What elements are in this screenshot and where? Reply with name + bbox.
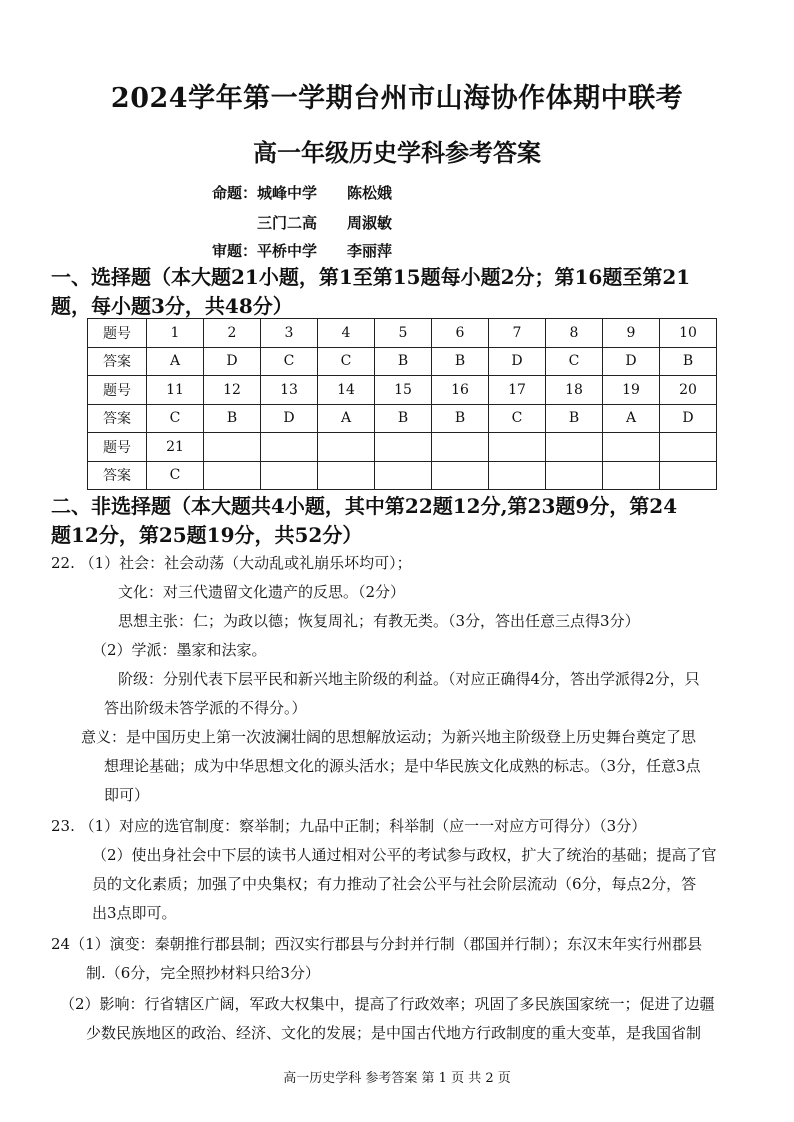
answer-line: 阶级：分别代表下层平民和新兴地主阶级的利益。（对应正确得4分，答出学派得2分，只 <box>118 670 700 688</box>
author-school: 城峰中学 <box>257 184 318 202</box>
table-cell <box>432 461 489 490</box>
table-cell: A <box>603 404 660 433</box>
table-cell: C <box>147 461 204 490</box>
author-school: 三门二高 <box>257 214 318 232</box>
table-cell: 10 <box>660 319 717 348</box>
answer-line: （2）影响：行省辖区广阔，军政大权集中，提高了行政效率；巩固了多民族国家统一；促进了边疆 <box>60 995 715 1013</box>
table-cell: 14 <box>318 376 375 405</box>
answer-line: （2）使出身社会中下层的读书人通过相对公平的考试参与政权，扩大了统治的基础；提高了官 <box>92 846 717 864</box>
table-cell: B <box>432 347 489 376</box>
table-cell <box>204 461 261 490</box>
table-cell: 6 <box>432 319 489 348</box>
table-cell <box>660 433 717 462</box>
page-title: 2024学年第一学期台州市山海协作体期中联考 <box>110 83 684 114</box>
section-heading-line: 二、非选择题（本大题共4小题，其中第22题12分,第23题9分，第24 <box>51 494 678 518</box>
answer-line: 想理论基础；成为中华思想文化的源头活水；是中华民族文化成熟的标志。（3分，任意3点 <box>104 757 701 775</box>
table-cell <box>660 461 717 490</box>
table-cell: B <box>204 404 261 433</box>
table-cell: D <box>261 404 318 433</box>
table-cell: 2 <box>204 319 261 348</box>
table-cell: D <box>489 347 546 376</box>
table-cell: 13 <box>261 376 318 405</box>
answer-table <box>87 318 717 490</box>
table-cell: B <box>375 347 432 376</box>
answer-line: 思想主张：仁；为政以德；恢复周礼；有教无类。（3分，答出任意三点得3分） <box>118 612 640 630</box>
answer-line: 22. （1）社会：社会动荡（大动乱或礼崩乐坏均可）； <box>51 554 412 572</box>
author-line <box>212 240 392 261</box>
table-cell <box>261 433 318 462</box>
table-cell: 20 <box>660 376 717 405</box>
section-heading-line: 题，每小题3分，共48分） <box>51 294 293 318</box>
answer-line: 答出阶级未答学派的不得分。） <box>104 699 307 717</box>
table-row-header: 题号 <box>88 376 147 405</box>
answer-line: 出3点即可。 <box>92 904 177 922</box>
table-cell: 17 <box>489 376 546 405</box>
table-cell: A <box>318 404 375 433</box>
author-name: 陈松娥 <box>347 184 393 202</box>
author-line <box>212 182 392 203</box>
table-cell: C <box>489 404 546 433</box>
table-cell: C <box>261 347 318 376</box>
section-nonchoice-heading <box>51 492 751 550</box>
table-row <box>88 461 717 490</box>
table-cell: 3 <box>261 319 318 348</box>
table-row-header: 题号 <box>88 433 147 462</box>
table-row <box>88 319 717 348</box>
answer-line: 即可） <box>104 786 150 804</box>
table-cell: 1 <box>147 319 204 348</box>
table-cell: B <box>375 404 432 433</box>
author-role: 命题： <box>212 184 258 202</box>
answer-line: 文化：对三代遗留文化遗产的反思。（2分） <box>118 583 406 601</box>
page-subtitle: 高一年级历史学科参考答案 <box>253 138 541 167</box>
table-row-header: 答案 <box>88 461 147 490</box>
section-heading-line: 一、选择题（本大题21小题，第1至第15题每小题2分；第16题至第21 <box>51 265 691 289</box>
table-cell: C <box>546 347 603 376</box>
table-cell: 9 <box>603 319 660 348</box>
table-row <box>88 404 717 433</box>
page-footer: 高一历史学科 参考答案 第 1 页 共 2 页 <box>283 1071 511 1086</box>
table-cell: 4 <box>318 319 375 348</box>
table-cell <box>375 461 432 490</box>
table-cell <box>318 461 375 490</box>
table-row <box>88 376 717 405</box>
table-cell: B <box>546 404 603 433</box>
table-cell <box>375 433 432 462</box>
section-choice-heading <box>51 263 751 321</box>
table-cell: D <box>660 404 717 433</box>
answer-line: （2）学派：墨家和法家。 <box>92 641 267 659</box>
table-cell: 7 <box>489 319 546 348</box>
table-cell: C <box>318 347 375 376</box>
table-cell: 12 <box>204 376 261 405</box>
table-cell: D <box>204 347 261 376</box>
table-cell: 18 <box>546 376 603 405</box>
author-name: 李丽萍 <box>347 242 393 260</box>
table-cell <box>603 461 660 490</box>
table-row-header: 题号 <box>88 319 147 348</box>
answer-line: 少数民族地区的政治、经济、文化的发展；是中国古代地方行政制度的重大变革，是我国省制 <box>86 1024 702 1042</box>
author-name: 周淑敏 <box>347 214 393 232</box>
answer-line: 23. （1）对应的选官制度：察举制；九品中正制；科举制（应一一对应方可得分）（3分） <box>51 817 647 835</box>
table-cell: 15 <box>375 376 432 405</box>
table-row <box>88 433 717 462</box>
author-school: 平桥中学 <box>257 242 318 260</box>
table-cell: B <box>432 404 489 433</box>
table-row <box>88 347 717 376</box>
table-cell <box>546 461 603 490</box>
answer-line: 制.（6分，完全照抄材料只给3分） <box>86 964 320 982</box>
table-cell <box>318 433 375 462</box>
table-cell: C <box>147 404 204 433</box>
table-cell: 5 <box>375 319 432 348</box>
table-row-header: 答案 <box>88 347 147 376</box>
table-cell <box>603 433 660 462</box>
table-row-header: 答案 <box>88 404 147 433</box>
table-cell <box>489 433 546 462</box>
table-cell: 11 <box>147 376 204 405</box>
answer-line: 员的文化素质；加强了中央集权；有力推动了社会公平与社会阶层流动（6分，每点2分，答 <box>92 875 697 893</box>
table-cell <box>489 461 546 490</box>
table-cell: B <box>660 347 717 376</box>
table-cell: 8 <box>546 319 603 348</box>
table-cell: D <box>603 347 660 376</box>
table-cell: 21 <box>147 433 204 462</box>
table-cell <box>432 433 489 462</box>
section-heading-line: 题12分，第25题19分，共52分） <box>51 523 363 547</box>
table-cell: 19 <box>603 376 660 405</box>
table-cell <box>546 433 603 462</box>
answer-line: 意义：是中国历史上第一次波澜壮阔的思想解放运动；为新兴地主阶级登上历史舞台奠定了思 <box>81 728 697 746</box>
table-cell: 16 <box>432 376 489 405</box>
answer-line: 24（1）演变：秦朝推行郡县制；西汉实行郡县与分封并行制（郡国并行制）；东汉末年实行州郡县 <box>51 935 703 953</box>
table-cell: A <box>147 347 204 376</box>
table-cell <box>204 433 261 462</box>
author-role: 审题： <box>212 242 258 260</box>
author-line <box>257 212 392 233</box>
table-cell <box>261 461 318 490</box>
